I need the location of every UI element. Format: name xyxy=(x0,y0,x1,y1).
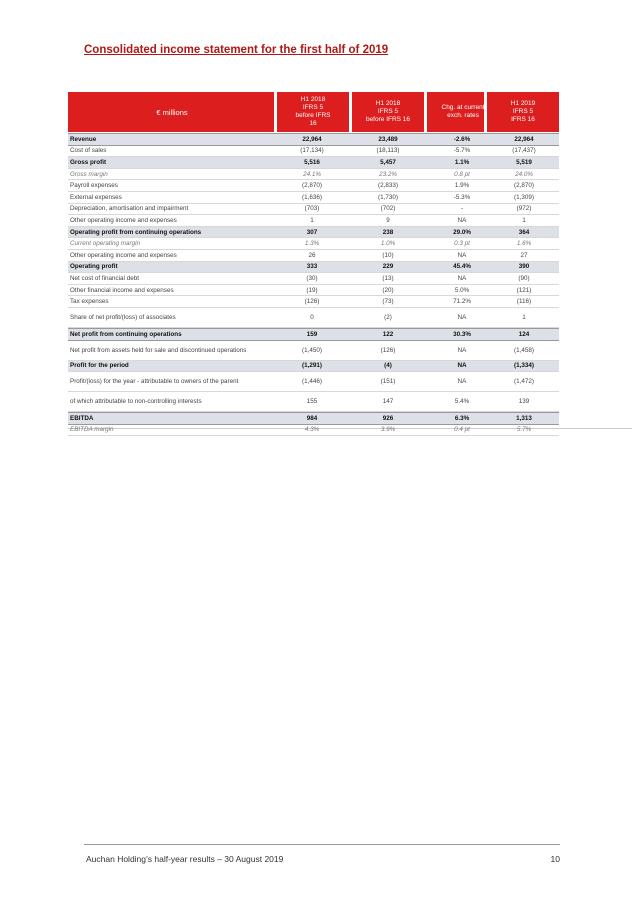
table-row xyxy=(68,133,559,146)
table-row xyxy=(68,296,559,308)
header-h1-2019: H1 2019 IFRS 5 IFRS 16 xyxy=(510,100,536,123)
table-row xyxy=(68,341,559,361)
row-value: 1.3% xyxy=(304,240,320,248)
row-value: 4.3% xyxy=(304,426,320,434)
row-value: 984 xyxy=(306,414,318,422)
footer-divider xyxy=(84,844,560,845)
row-label: Other financial income and expenses xyxy=(70,286,174,294)
row-value: (1,472) xyxy=(514,378,534,386)
table-row xyxy=(68,425,559,437)
row-value: NA xyxy=(457,313,467,321)
row-value: (1,334) xyxy=(514,362,534,370)
row-value: 122 xyxy=(382,330,394,338)
row-label: Profit/(loss) for the year - attributable to owners of the parent xyxy=(70,378,239,386)
row-value: (151) xyxy=(380,378,396,386)
row-value: 23.2% xyxy=(379,170,397,178)
row-value: - xyxy=(460,205,464,213)
row-value: (2) xyxy=(384,313,392,321)
row-value: (30) xyxy=(306,274,318,282)
row-value: NA xyxy=(457,251,467,259)
table-row xyxy=(68,328,559,341)
row-label: Other operating income and expenses xyxy=(70,216,177,224)
row-value: (1,291) xyxy=(302,362,322,370)
row-label: Net cost of financial debt xyxy=(70,274,139,282)
row-value: (1,309) xyxy=(514,193,534,201)
row-value: 390 xyxy=(518,263,530,271)
table-row xyxy=(68,204,559,216)
table-row xyxy=(68,227,559,239)
row-value: NA xyxy=(457,362,467,370)
header-label: € millions xyxy=(156,107,188,117)
table-row xyxy=(68,250,559,262)
row-value: 22,964 xyxy=(302,135,322,143)
row-value: 1 xyxy=(310,216,314,224)
table-row xyxy=(68,392,559,412)
row-value: (1,636) xyxy=(302,193,322,201)
page-number: 10 xyxy=(550,854,560,864)
row-label: Other operating income and expenses xyxy=(70,251,177,259)
row-value: -5.3% xyxy=(453,193,471,201)
table-row xyxy=(68,180,559,192)
table-row xyxy=(68,192,559,204)
row-value: NA xyxy=(457,346,467,354)
row-value: 159 xyxy=(306,330,318,338)
header-h1-2018: H1 2018 IFRS 5 before IFRS 16 xyxy=(365,100,411,123)
row-value: (972) xyxy=(516,205,532,213)
table-row xyxy=(68,169,559,181)
row-value: 29.0% xyxy=(453,228,471,236)
row-label: Gross profit xyxy=(70,158,107,166)
income-statement-table xyxy=(68,92,632,434)
row-value: -2.6% xyxy=(453,135,471,143)
row-value: 1.9% xyxy=(454,182,470,190)
row-label: Cost of sales xyxy=(70,147,107,155)
row-value: 5.0% xyxy=(454,286,470,294)
row-value: 6.3% xyxy=(454,414,470,422)
row-value: 229 xyxy=(382,263,394,271)
row-value: 24.0% xyxy=(515,170,533,178)
row-label: External expenses xyxy=(70,193,122,201)
row-label: Depreciation, amortisation and impairment xyxy=(70,205,189,213)
header-change: Chg. at current exch. rates xyxy=(441,104,485,119)
row-label: Operating profit xyxy=(70,263,118,271)
row-value: 23,489 xyxy=(378,135,398,143)
row-value: 926 xyxy=(382,414,394,422)
row-value: 0.4 pt xyxy=(454,426,470,434)
row-value: -5.7% xyxy=(453,147,471,155)
row-value: 155 xyxy=(306,398,318,406)
row-value: (1,458) xyxy=(514,346,534,354)
row-value: 124 xyxy=(518,330,530,338)
row-value: (4) xyxy=(384,362,392,370)
row-value: 364 xyxy=(518,228,530,236)
row-label: EBITDA margin xyxy=(70,426,114,434)
row-value: (19) xyxy=(306,286,318,294)
row-value: 45.4% xyxy=(453,263,471,271)
row-value: (73) xyxy=(382,298,394,306)
row-value: (90) xyxy=(518,274,530,282)
row-label: Share of net profit/(loss) of associates xyxy=(70,313,176,321)
row-value: 147 xyxy=(382,398,394,406)
row-label: Gross margin xyxy=(70,170,108,178)
row-value: 0.8 pt xyxy=(454,170,470,178)
table-row xyxy=(68,215,559,227)
table-row xyxy=(68,308,559,328)
row-value: (702) xyxy=(380,205,396,213)
row-label: Revenue xyxy=(70,135,97,143)
row-value: (126) xyxy=(380,346,396,354)
row-value: 27 xyxy=(520,251,528,259)
row-value: (2,870) xyxy=(514,182,534,190)
row-value: 9 xyxy=(386,216,390,224)
row-value: 1.6% xyxy=(516,240,532,248)
row-value: 1.0% xyxy=(380,240,396,248)
row-value: 3.9% xyxy=(380,426,396,434)
row-value: 0.3 pt xyxy=(454,240,470,248)
row-label: Profit for the period xyxy=(70,362,129,370)
row-value: (20) xyxy=(382,286,394,294)
row-value: 5,457 xyxy=(380,158,396,166)
row-label: EBITDA xyxy=(70,414,94,422)
table-row xyxy=(68,157,559,169)
row-value: 139 xyxy=(518,398,530,406)
row-value: (17,437) xyxy=(512,147,536,155)
table-row xyxy=(68,146,559,158)
table-row xyxy=(68,262,559,274)
row-value: 24.1% xyxy=(303,170,321,178)
row-value: (18,113) xyxy=(376,147,400,155)
row-value: (121) xyxy=(516,286,532,294)
row-value: NA xyxy=(457,378,467,386)
row-label: Payroll expenses xyxy=(70,182,118,190)
row-value: (17,134) xyxy=(300,147,324,155)
row-value: 238 xyxy=(382,228,394,236)
table-row xyxy=(68,412,559,425)
row-value: NA xyxy=(457,274,467,282)
row-value: 333 xyxy=(306,263,318,271)
row-label: Current operating margin xyxy=(70,240,141,248)
row-value: 1 xyxy=(522,216,526,224)
row-value: 1 xyxy=(522,313,526,321)
row-label: Operating profit from continuing operations xyxy=(70,228,202,236)
row-value: 30.3% xyxy=(453,330,471,338)
row-value: 26 xyxy=(308,251,316,259)
row-label: Net profit from assets held for sale and discontinued operations xyxy=(70,346,247,354)
row-value: 5,516 xyxy=(304,158,320,166)
table-row xyxy=(68,238,559,250)
table-body xyxy=(68,133,559,436)
row-label: Tax expenses xyxy=(70,298,109,306)
row-value: 5.4% xyxy=(454,398,470,406)
row-value: 5.7% xyxy=(516,426,532,434)
row-value: (1,446) xyxy=(302,378,322,386)
table-header xyxy=(68,92,559,132)
table-row xyxy=(68,361,559,373)
row-value: (2,870) xyxy=(302,182,322,190)
row-value: (1,450) xyxy=(302,346,322,354)
row-value: (703) xyxy=(304,205,320,213)
row-value: (10) xyxy=(382,251,394,259)
row-value: 71.2% xyxy=(453,298,471,306)
row-value: (1,730) xyxy=(378,193,398,201)
row-value: (2,833) xyxy=(378,182,398,190)
table-row xyxy=(68,372,559,392)
footer-text: Auchan Holding’s half-year results – 30 August 2019 xyxy=(86,854,284,864)
table-row xyxy=(68,285,559,297)
row-value: (116) xyxy=(516,298,532,306)
row-value: NA xyxy=(457,216,467,224)
row-label: Net profit from continuing operations xyxy=(70,330,182,338)
table-row xyxy=(68,273,559,285)
row-value: 22,964 xyxy=(514,135,534,143)
page-title: Consolidated income statement for the first half of 2019 xyxy=(84,44,389,56)
header-h1-2018-before-ifrs16: H1 2018 IFRS 5 before IFRS 16 xyxy=(295,96,331,127)
row-value: 1,313 xyxy=(516,414,532,422)
row-value: 0 xyxy=(310,313,314,321)
row-value: 1.1% xyxy=(454,158,470,166)
row-label: of which attributable to non-controlling interests xyxy=(70,398,202,406)
row-value: 307 xyxy=(306,228,318,236)
row-value: (13) xyxy=(382,274,394,282)
row-value: 5,519 xyxy=(516,158,532,166)
row-value: (126) xyxy=(304,298,320,306)
